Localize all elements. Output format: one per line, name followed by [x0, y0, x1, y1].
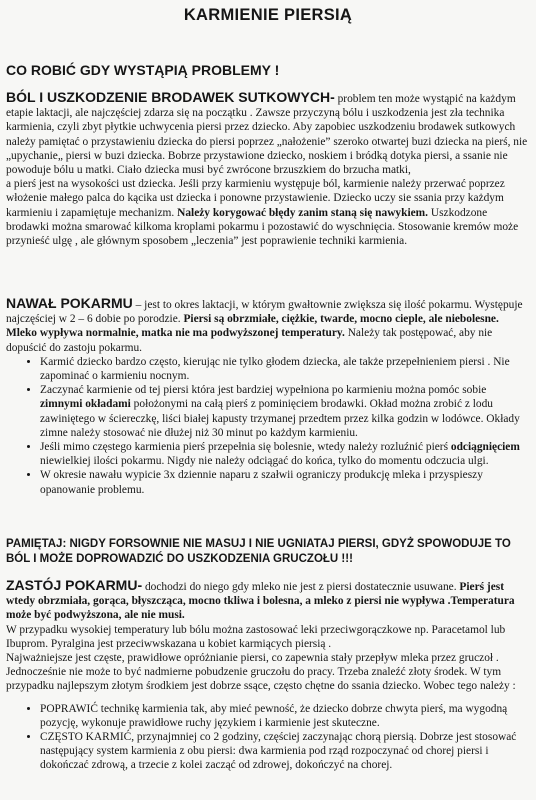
- list-item: • Zaczynać karmienie od tej piersi która jest bardziej wypełniona po karmieniu można pomóc sobie zimnymi okładami położonymi na całą pierś z pominięciem brodawki. Okład można zrobić z lodu zawiniętego w ściereczkę, liści białej kapusty trzymanej przedtem przez kilka godzin w lodówce. Okłady zimne należy stosować nie dłużej niż 30 minut po każdym karmieniu.: [40, 383, 530, 440]
- page-subtitle: CO ROBIĆ GDY WYSTĄPIĄ PROBLEMY !: [6, 62, 280, 78]
- warning-note: PAMIĘTAJ: NIGDY FORSOWNIE NIE MASUJ I NIE UGNIATAJ PIERSI, GDYŻ SPOWODUJE TO BÓL I MOŻE DOPROWADZIĆ DO USZKODZENIA GRUCZOŁU !!!: [6, 538, 511, 565]
- engorgement-list: [6, 355, 530, 497]
- section-engorgement-heading: NAWAŁ POKARMU: [6, 295, 133, 311]
- emphasis: Należy korygować błędy zanim staną się nawykiem.: [177, 206, 429, 219]
- section-nipple-pain-heading: BÓL I USZKODZENIE BRODAWEK SUTKOWYCH-: [6, 89, 335, 105]
- list-item: • Jeśli mimo częstego karmienia pierś przepełnia się bolesnie, wtedy należy rozluźnić pierś odciągnięciem niewielkiej ilości pokarmu. Nigdy nie należy odciągać do końca, tylko do momentu odczucia ulgi.: [40, 440, 530, 468]
- list-item: • CZĘSTO KARMIĆ, przynajmniej co 2 godziny, częściej zaczynając chorą piersią. Dobrze jest stosować następujący system karmienia z obu piersi: dwa karmienia pod rząd rozpoczynać od chorej piersi i dokończać zdrową, a trzecie z kolei zacząć od zdrowej, dokończyć na chorej.: [40, 730, 530, 773]
- page-title: KARMIENIE PIERSIĄ: [183, 6, 353, 24]
- milk-stasis-list: [6, 702, 530, 773]
- section-milk-stasis-text-3: Najważniejsze jest częste, prawidłowe opróżnianie piersi, co zapewnia stały przepływ mleka przez gruczoł . Jednocześnie nie może to być nadmierne pobudzenie gruczołu do pracy. Trzeba znaleźć złoty środek. W tym przypadku najlepszym złotym środkiem jest dobrze ssące, często chętne do ssania dziecko. Wobec tego należy :: [6, 652, 516, 693]
- section-engorgement-text: NAWAŁ POKARMU – jest to okres laktacji, w którym gwałtownie zwiększa się ilość pokarmu. Występuje najczęściej w 2 – 6 dobie po porodzie. Piersi są obrzmiałe, ciężkie, twarde, mocno cieple, ale niebolesne. Mleko wypływa normalnie, matka nie ma podwyższonej temperatury. Należy tak postępować, aby nie dopuścić do zastoju pokarmu.: [6, 295, 523, 354]
- section-nipple-pain: [6, 90, 530, 248]
- list-item: • POPRAWIĆ technikę karmienia tak, aby mieć pewność, że dziecko dobrze chwyta pierś, ma wygodną pozycję, wykonuje prawidłowe ruchy językiem i karmienie jest skuteczne.: [40, 702, 530, 730]
- section-engorgement: [6, 296, 530, 497]
- list-item: • Karmić dziecko bardzo często, kierując nie tylko głodem dziecka, ale także przepełnieniem piersi . Nie zapominać o karmieniu nocnym.: [40, 355, 530, 383]
- section-milk-stasis-text: ZASTÓJ POKARMU- dochodzi do niego gdy mleko nie jest z piersi dostatecznie usuwane. Pierś jest wtedy obrzmiała, gorąca, błyszcząca, mocno tkliwa i bolesna, a mleko z piersi nie wypływa .Temperatura może być podwyższona, ale nie musi.: [6, 577, 515, 622]
- list-item: • W okresie nawału wypicie 3x dziennie naparu z szałwii ograniczy produkcję mleka i przyspieszy opanowanie problemu.: [40, 468, 530, 496]
- section-milk-stasis-heading: ZASTÓJ POKARMU-: [6, 577, 143, 593]
- section-milk-stasis: [6, 578, 530, 773]
- section-nipple-pain-text-2: a pierś jest na wysokości ust dziecka. Jeśli przy karmieniu występuje ból, karmienie należy przerwać poprzez włożenie małego palca do kącika ust dziecka i ponowne przystawienie. Dziecko uczy sie ssania przy każdym karmieniu i zapamiętuje mechanizm. Należy korygować błędy zanim staną się nawykiem. Uszkodzone brodawki można smarować kilkoma kroplami pokarmu i pozostawić do wyschnięcia. Stosowanie kremów może przynieść ulgę , ale głównym sposobem „leczenia” jest poprawienie techniki karmienia.: [6, 178, 519, 248]
- section-milk-stasis-text-2: W przypadku wysokiej temperatury lub bólu można zastosować leki przeciwgorączkowe np. Paracetamol lub Ibuprom. Pyralgina jest przeciwwskazana u kobiet karmiących piersią .: [6, 623, 506, 650]
- section-nipple-pain-text: BÓL I USZKODZENIE BRODAWEK SUTKOWYCH- problem ten może wystąpić na każdym etapie laktacji, ale najczęściej zdarza się na początku . Zawsze przyczyną bólu i uszkodzenia jest zła technika karmienia, czyli zbyt płytkie uchwycenia piersi przez dziecko. Aby zapobiec uszkodzeniu brodawek sutkowych należy pamiętać o przystawieniu dziecka do piersi poprzez „nałożenie” szeroko otwartej buzi dziecka na pierś, nie „upychanie„ piersi w buzi dziecka. Bobrze przystawione dziecko, noskiem i bródką dotyka piersi, a ssanie nie powoduje bólu u matki. Ciało dziecka musi być zwrócone brzuszkiem do brzucha matki,: [6, 89, 528, 177]
